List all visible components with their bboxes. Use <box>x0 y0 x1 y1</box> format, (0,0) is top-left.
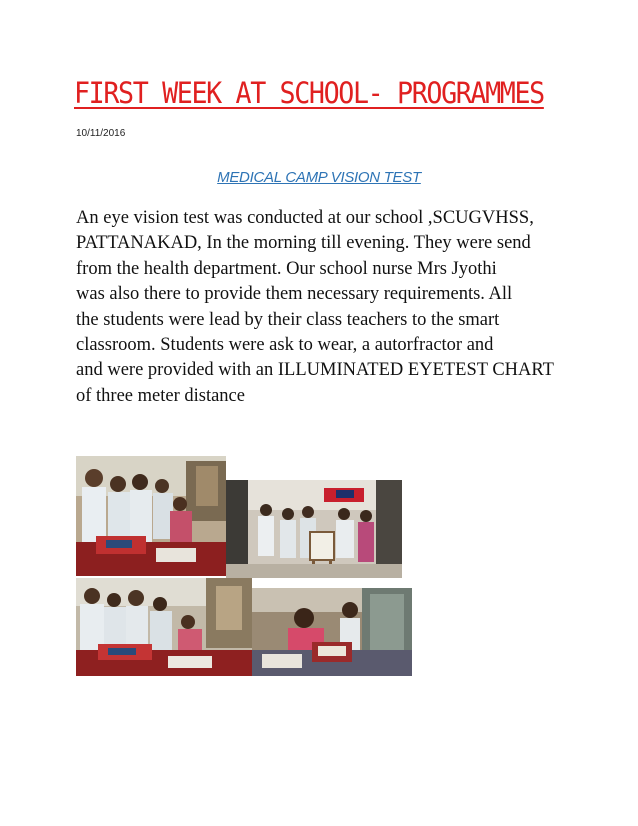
photo-vision-test-room <box>226 480 402 578</box>
article-body <box>76 206 566 409</box>
body-line: the students were lead by their class teachers to the smart <box>76 309 500 330</box>
body-line: and were provided with an ILLUMINATED EYETEST CHART <box>76 360 554 381</box>
photo-students-at-table <box>76 578 252 676</box>
body-line: classroom. Students were ask to wear, a autorfractor and <box>76 335 494 356</box>
section-subtitle-text: MEDICAL CAMP VISION TEST <box>217 169 421 186</box>
photo-students-classroom <box>76 456 226 576</box>
page-title: FIRST WEEK AT SCHOOL- PROGRAMMES <box>74 76 544 110</box>
post-date: 10/11/2016 <box>76 128 126 139</box>
body-line: PATTANAKAD, In the morning till evening. They were send <box>76 233 531 254</box>
photo-nurse-records <box>252 588 412 676</box>
section-subtitle <box>0 169 638 186</box>
body-line: An eye vision test was conducted at our school ,SCUGVHSS, <box>76 208 534 228</box>
body-line: of three meter distance <box>76 385 245 406</box>
body-line: was also there to provide them necessary requirements. All <box>76 284 513 305</box>
body-line: from the health department. Our school nurse Mrs Jyothi <box>76 258 497 279</box>
